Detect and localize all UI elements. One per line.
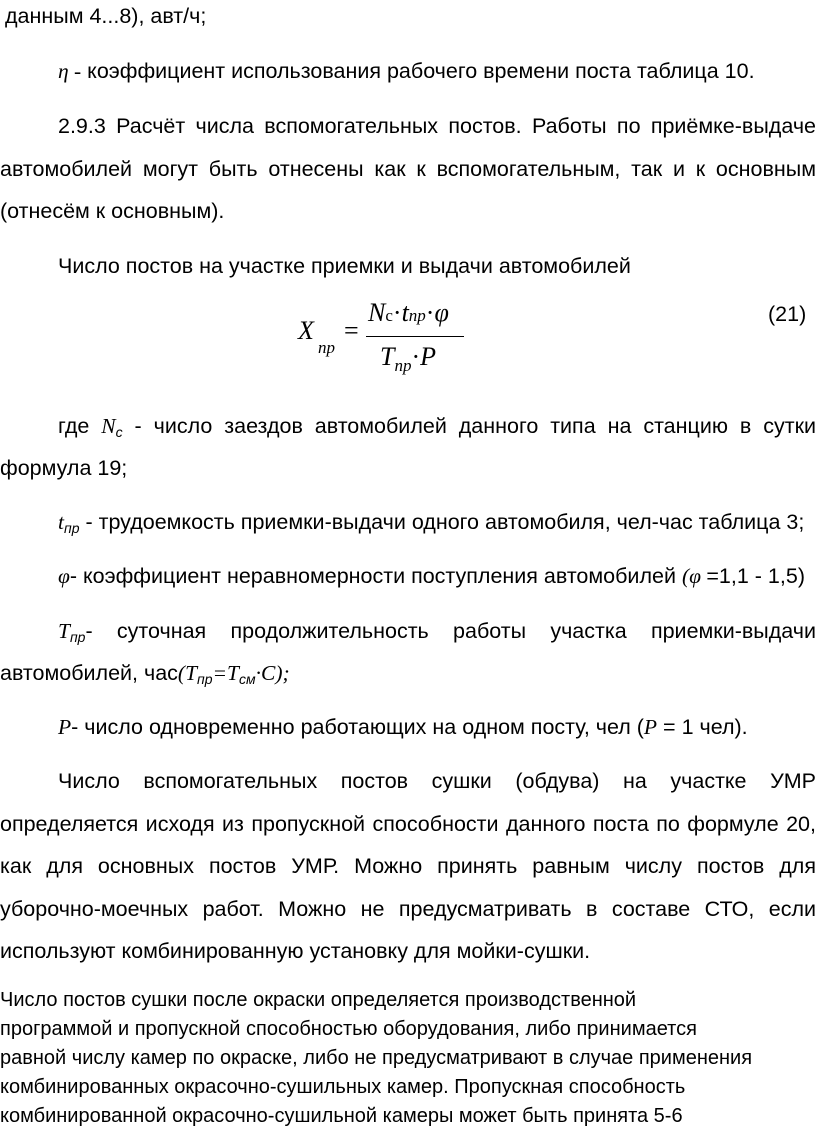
text-line-5: (отнесём к основным).: [0, 199, 225, 223]
text-line-6: Число постов на участке приемки и выдачи автомобилей: [58, 254, 631, 278]
text-line-15: определяется исходя из пропускной способности данного поста по формуле 20,: [0, 812, 816, 836]
paragraph-2-line-3: равной числу камер по окраске, либо не предусматривают в случае применения: [0, 1047, 753, 1069]
text-line-7: где $N_c$ - число заездов автомобилей данного типа на станцию в сутки: [58, 414, 816, 440]
text-line-2: [58, 58, 816, 84]
text-line-12: автомобилей, $час(T_{пр}=T_{см}\cdot C)$;: [0, 661, 290, 687]
text-line-17: уборочно-моечных работ. Можно не предусматривать в составе СТО, если: [0, 897, 816, 921]
text-line-3: 2.9.3 Расчёт числа вспомогательных постов. Работы по приёмке-выдаче: [58, 114, 816, 138]
text-line-9: $t_{пр}$ - трудоемкость приемки-выдачи одного автомобиля, чел-час таблица 3;: [58, 510, 805, 536]
text-line-18: используют комбинированную установку для мойки-сушки.: [0, 939, 591, 963]
equation-number: (21): [768, 302, 807, 326]
text-line-13: P- число одновременно работающих на одном посту, чел (P = 1 чел).: [58, 715, 748, 739]
formula-equals: =: [344, 316, 359, 345]
formula-denominator: $T_{пр}\cdot P$: [380, 342, 437, 375]
text-line-16: как для основных постов УМР. Можно принять равным числу постов для: [0, 854, 816, 878]
paragraph-2-line-5: комбинированной окрасочно-сушильной камеры может быть принята 5-6: [0, 1105, 683, 1127]
formula-21: [290, 296, 490, 386]
text-line-14: Число вспомогательных постов сушки (обдува) на участке УМР: [58, 769, 816, 793]
paragraph-2-line-1: Число постов сушки после окраски определяется производственной: [0, 989, 637, 1011]
formula-lhs: X: [298, 316, 314, 345]
paragraph-2-line-4: комбинированных окрасочно-сушильных камер. Пропускная способность: [0, 1076, 686, 1098]
text-line-10: φ- коэффициент неравномерности поступления автомобилей (φ =1,1 - 1,5): [58, 564, 805, 588]
paragraph-2-line-2: программой и пропускной способностью оборудования, либо принимается: [0, 1018, 697, 1040]
fraction-bar: [366, 336, 464, 337]
formula-lhs-sub: пр: [318, 338, 335, 357]
text-line-4: автомобилей могут быть отнесены как к вспомогательным, так и к основным: [0, 157, 816, 181]
eta-symbol: η -: [58, 59, 82, 83]
text-line-11: $T_{пр}-$ суточная продолжительность работы участка приемки-выдачи: [58, 619, 816, 645]
eta-description: коэффициент использования рабочего времени поста таблица 10.: [81, 59, 755, 83]
text-line-1: данным 4...8), авт/ч;: [5, 4, 207, 28]
formula-numerator: Nс·tпр·φ: [368, 298, 449, 327]
text-line-8: формула 19;: [0, 456, 128, 480]
